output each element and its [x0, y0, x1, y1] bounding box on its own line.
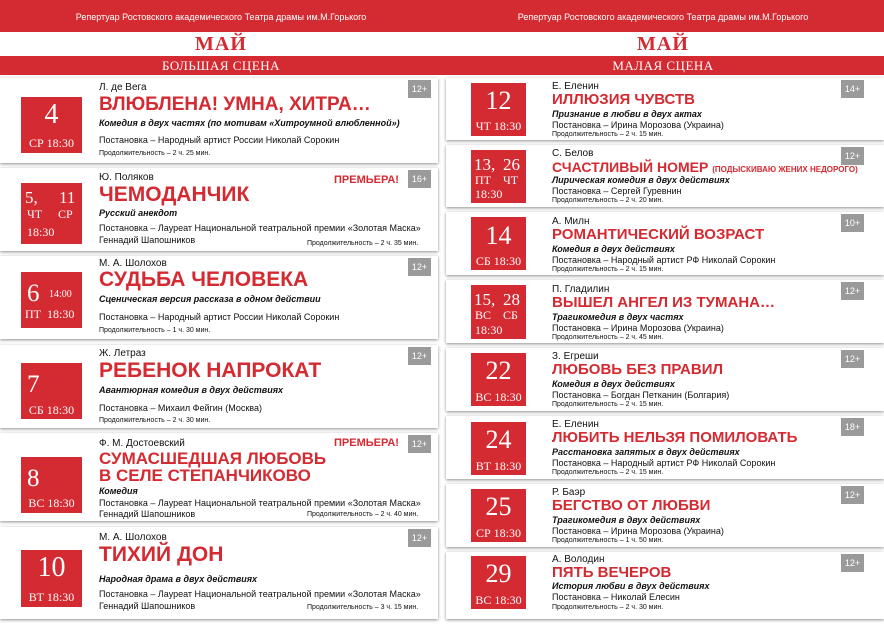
- time-label: 18:30: [27, 225, 55, 239]
- subtitle: Расстановка запятых в двух действиях: [552, 447, 740, 457]
- director: Постановка – Сергей Гуревнин: [552, 186, 682, 196]
- director: Постановка – Народный артист РФ Николай Сорокин: [552, 458, 776, 468]
- author: Ю. Поляков: [99, 172, 154, 183]
- age-badge: 12+: [841, 486, 864, 504]
- subtitle: Авантюрная комедия в двух действиях: [99, 385, 284, 395]
- date-number: 6: [27, 280, 40, 307]
- day-label: СР: [58, 207, 73, 221]
- date-box: [471, 489, 526, 542]
- date-box: [21, 97, 82, 153]
- month-title-left: МАЙ: [195, 33, 247, 55]
- play-title[interactable]: СУДЬБА ЧЕЛОВЕКА: [99, 268, 309, 291]
- subtitle: Лирическая комедия в двух действиях: [552, 175, 730, 185]
- day-time: ВС 18:30: [475, 390, 522, 404]
- duration: Продолжительность – 2 ч. 45 мин.: [552, 334, 664, 341]
- age-badge: 12+: [408, 435, 431, 453]
- director: Постановка – Ирина Морозова (Украина): [552, 120, 724, 130]
- event-row[interactable]: [446, 212, 884, 275]
- play-title[interactable]: ИЛЛЮЗИЯ ЧУВСТВ: [552, 91, 696, 108]
- date-box: [471, 150, 526, 203]
- date-number: 4: [44, 99, 59, 130]
- date-number: 13,: [474, 155, 496, 174]
- duration: Продолжительность – 2 ч. 40 мин.: [307, 511, 419, 518]
- age-badge: 18+: [841, 418, 864, 436]
- date-box: [471, 353, 526, 406]
- author: П. Гладилин: [552, 284, 610, 295]
- scene-title-small: МАЛАЯ СЦЕНА: [442, 56, 884, 75]
- age-badge: 12+: [841, 554, 864, 572]
- play-title[interactable]: ВЛЮБЛЕНА! УМНА, ХИТРА…: [99, 94, 371, 115]
- date-number: 24: [485, 425, 512, 454]
- director: Постановка – Народный артист РФ Николай Сорокин: [552, 255, 776, 265]
- day-time: СБ 18:30: [475, 254, 522, 268]
- event-row[interactable]: [446, 145, 884, 207]
- duration: Продолжительность – 2 ч. 20 мин.: [552, 197, 664, 204]
- event-row[interactable]: [0, 345, 438, 428]
- date-number: 8: [27, 465, 40, 492]
- day-time: ВТ 18:30: [28, 590, 75, 604]
- date-number: 15,: [474, 290, 496, 309]
- director: Постановка – Ирина Морозова (Украина): [552, 323, 724, 333]
- duration: Продолжительность – 2 ч. 30 мин.: [552, 604, 664, 611]
- subtitle: Признание в любви в двух актах: [552, 109, 702, 119]
- director: Постановка – Николай Елесин: [552, 592, 680, 602]
- date-number: 7: [27, 371, 40, 398]
- age-badge: 12+: [841, 147, 864, 165]
- subtitle: Комедия в двух частях (по мотивам «Хитроумной влюбленной»): [99, 118, 400, 128]
- date-box: [21, 457, 82, 513]
- duration: Продолжительность – 1 ч. 30 мин.: [99, 327, 211, 334]
- subtitle: Комедия в двух действиях: [552, 244, 675, 254]
- author: А. Милн: [552, 216, 590, 227]
- day-time: ЧТ 18:30: [475, 119, 522, 133]
- play-title[interactable]: БЕГСТВО ОТ ЛЮБВИ: [552, 497, 711, 514]
- day-time: СР 18:30: [475, 526, 521, 540]
- age-badge: 12+: [408, 258, 431, 276]
- director: Постановка – Богдан Петканин (Болгария): [552, 390, 730, 400]
- duration: Продолжительность – 2 ч. 35 мин.: [307, 240, 419, 247]
- play-title[interactable]: ПЯТЬ ВЕЧЕРОВ: [552, 564, 672, 581]
- day-time: СР 18:30: [28, 136, 74, 150]
- director: Постановка – Лауреат Национальной театральной премии «Золотая Маска»: [99, 223, 421, 233]
- date-number: 5,: [25, 188, 38, 207]
- director-name: Геннадий Шапошников: [99, 509, 196, 519]
- author: Р. Баэр: [552, 487, 586, 498]
- event-row[interactable]: [446, 280, 884, 343]
- day-label: ЧТ: [503, 173, 519, 187]
- duration: Продолжительность – 2 ч. 15 мин.: [552, 131, 664, 138]
- time-label: 14:00: [49, 289, 72, 300]
- duration: Продолжительность – 2 ч. 25 мин.: [99, 150, 211, 157]
- day-label: ПТ: [475, 173, 491, 187]
- date-number: 28: [503, 290, 520, 309]
- date-number: 10: [37, 552, 66, 583]
- event-row[interactable]: [446, 484, 884, 547]
- event-row[interactable]: [0, 433, 438, 521]
- day-time: СБ 18:30: [28, 403, 75, 417]
- premiere-label: ПРЕМЬЕРА!: [334, 437, 399, 449]
- header-bar-left: Репертуар Ростовского академического Театра драмы им.М.Горького: [0, 0, 442, 32]
- director: Постановка – Народный артист России Николай Сорокин: [99, 135, 340, 145]
- time-label: 18:30: [475, 323, 503, 337]
- event-row[interactable]: [0, 78, 438, 163]
- day-label: СБ: [503, 308, 518, 322]
- date-box: [21, 550, 82, 607]
- title-note: (ПОДЫСКИВАЮ ЖЕНИХ НЕДОРОГО): [712, 165, 858, 174]
- date-number: 12: [485, 86, 512, 115]
- date-box: [471, 422, 526, 475]
- age-badge: 14+: [841, 80, 864, 98]
- date-box: [471, 217, 526, 270]
- play-title[interactable]: СУМАСШЕДШАЯ ЛЮБОВЬ: [99, 449, 327, 468]
- author: Е. Еленин: [552, 81, 599, 92]
- director-name: Геннадий Шапошников: [99, 235, 196, 245]
- premiere-label: ПРЕМЬЕРА!: [334, 174, 399, 186]
- subtitle: Комедия: [99, 486, 138, 496]
- day-label: ЧТ: [27, 207, 43, 221]
- age-badge: 12+: [841, 350, 864, 368]
- author: С. Белов: [552, 148, 594, 159]
- time-label: 18:30: [47, 307, 75, 321]
- duration: Продолжительность – 2 ч. 30 мин.: [99, 417, 211, 424]
- director: Постановка – Ирина Морозова (Украина): [552, 526, 724, 536]
- subtitle: Народная драма в двух действиях: [99, 574, 258, 584]
- author: Ж. Летраз: [99, 348, 146, 359]
- play-title[interactable]: ТИХИЙ ДОН: [99, 543, 224, 566]
- date-number: 11: [59, 188, 76, 207]
- author: А. Володин: [552, 554, 605, 565]
- duration: Продолжительность – 2 ч. 15 мин.: [552, 469, 664, 476]
- duration: Продолжительность – 3 ч. 15 мин.: [307, 604, 419, 611]
- play-title[interactable]: РЕБЕНОК НАПРОКАТ: [99, 359, 322, 382]
- play-title[interactable]: ВЫШЕЛ АНГЕЛ ИЗ ТУМАНА…: [552, 294, 775, 311]
- subtitle: Сценическая версия рассказа в одном действии: [99, 294, 321, 304]
- duration: Продолжительность – 2 ч. 15 мин.: [552, 266, 664, 273]
- event-row[interactable]: [446, 416, 884, 479]
- day-label: ВС: [475, 308, 492, 322]
- event-row[interactable]: [0, 256, 438, 339]
- director-name: Геннадий Шапошников: [99, 601, 196, 611]
- date-box: [471, 285, 526, 339]
- duration: Продолжительность – 2 ч. 15 мин.: [552, 401, 664, 408]
- month-title-right: МАЙ: [637, 33, 689, 55]
- subtitle: Комедия в двух действиях: [552, 379, 675, 389]
- header-bar-right: Репертуар Ростовского академического Театра драмы им.М.Горького: [442, 0, 884, 32]
- author: М. А. Шолохов: [99, 532, 167, 543]
- author: Л. де Вега: [99, 82, 147, 93]
- event-row[interactable]: [446, 348, 884, 411]
- subtitle: Русский анекдот: [99, 208, 178, 218]
- day-label: ПТ: [25, 307, 41, 321]
- date-box: [21, 363, 82, 419]
- subtitle: Трагикомедия в двух действиях: [552, 515, 701, 525]
- subtitle: История любви в двух действиях: [552, 581, 710, 591]
- date-box: [471, 556, 526, 609]
- date-number: 14: [485, 221, 512, 250]
- play-title-text: СЧАСТЛИВЫЙ НОМЕР: [552, 159, 709, 175]
- author: Е. Еленин: [552, 419, 599, 430]
- event-row[interactable]: [446, 552, 884, 619]
- event-row[interactable]: [0, 527, 438, 619]
- date-number: 22: [485, 356, 512, 385]
- date-number: 26: [503, 155, 520, 174]
- director: Постановка – Лауреат Национальной театральной премии «Золотая Маска»: [99, 498, 421, 508]
- scene-title-big: БОЛЬШАЯ СЦЕНА: [0, 56, 442, 75]
- age-badge: 12+: [408, 347, 431, 365]
- date-box: [471, 83, 526, 136]
- age-badge: 12+: [408, 529, 431, 547]
- play-title[interactable]: РОМАНТИЧЕСКИЙ ВОЗРАСТ: [552, 226, 765, 243]
- event-row[interactable]: [0, 168, 438, 251]
- play-title[interactable]: ЛЮБОВЬ БЕЗ ПРАВИЛ: [552, 361, 724, 378]
- event-row[interactable]: [446, 78, 884, 140]
- date-box: [21, 183, 82, 244]
- director: Постановка – Михаил Фейгин (Москва): [99, 403, 262, 413]
- age-badge: 16+: [408, 170, 431, 188]
- play-title[interactable]: ЧЕМОДАНЧИК: [99, 183, 250, 206]
- play-title-line2[interactable]: В СЕЛЕ СТЕПАНЧИКОВО: [99, 466, 311, 485]
- director: Постановка – Лауреат Национальной театральной премии «Золотая Маска»: [99, 589, 421, 599]
- age-badge: 12+: [408, 80, 431, 98]
- age-badge: 10+: [841, 214, 864, 232]
- duration: Продолжительность – 1 ч. 50 мин.: [552, 537, 664, 544]
- author: М. А. Шолохов: [99, 258, 167, 269]
- director: Постановка – Народный артист России Николай Сорокин: [99, 312, 340, 322]
- day-time: ВС 18:30: [28, 496, 75, 510]
- author: З. Егреши: [552, 351, 599, 362]
- play-title[interactable]: ЛЮБИТЬ НЕЛЬЗЯ ПОМИЛОВАТЬ: [552, 429, 798, 446]
- day-time: ВС 18:30: [475, 593, 522, 607]
- day-time: ВТ 18:30: [475, 459, 522, 473]
- date-box: [21, 272, 82, 328]
- time-label: 18:30: [475, 187, 503, 201]
- age-badge: 12+: [841, 282, 864, 300]
- right-column: [442, 0, 884, 627]
- author: Ф. М. Достоевский: [99, 438, 185, 449]
- date-number: 25: [485, 492, 512, 521]
- subtitle: Трагикомедия в двух частях: [552, 312, 684, 322]
- date-number: 29: [485, 559, 512, 588]
